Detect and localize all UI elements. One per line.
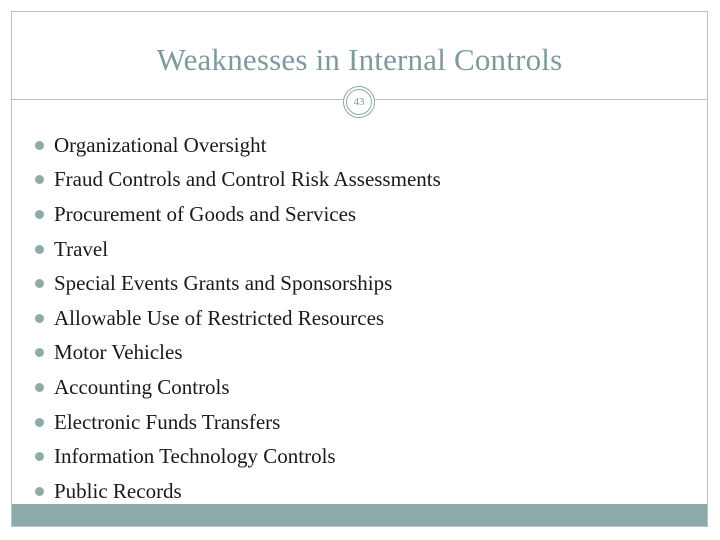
list-item	[34, 405, 441, 440]
bullet-text: Electronic Funds Transfers	[54, 409, 281, 434]
bullet-text: Accounting Controls	[54, 374, 230, 399]
bullet-list	[34, 128, 441, 509]
round-bullet-icon	[34, 417, 45, 428]
bullet-text: Allowable Use of Restricted Resources	[54, 305, 385, 330]
list-item	[34, 197, 441, 232]
round-bullet-icon	[34, 382, 45, 393]
bullet-text: Fraud Controls and Control Risk Assessments	[54, 167, 441, 192]
round-bullet-icon	[34, 486, 45, 497]
round-bullet-icon	[34, 140, 45, 151]
list-item	[34, 370, 441, 405]
bullet-text: Organizational Oversight	[54, 132, 267, 157]
round-bullet-icon	[34, 347, 45, 358]
round-bullet-icon	[34, 451, 45, 462]
round-bullet-icon	[34, 174, 45, 185]
slide-title: Weaknesses in Internal Controls	[156, 42, 563, 77]
bullet-text: Motor Vehicles	[54, 340, 183, 365]
list-item	[34, 439, 441, 474]
round-bullet-icon	[34, 209, 45, 220]
bullet-text: Public Records	[54, 478, 182, 503]
list-item	[34, 336, 441, 371]
list-item	[34, 301, 441, 336]
bullet-text: Procurement of Goods and Services	[54, 201, 357, 226]
footer-bar	[12, 504, 707, 526]
round-bullet-icon	[34, 313, 45, 324]
slide-frame	[11, 11, 708, 527]
bullet-text: Information Technology Controls	[54, 444, 336, 469]
round-bullet-icon	[34, 244, 45, 255]
round-bullet-icon	[34, 278, 45, 289]
list-item	[34, 128, 441, 163]
page-number-badge	[343, 86, 375, 118]
list-item	[34, 163, 441, 198]
page-number: 43	[346, 89, 372, 115]
list-item	[34, 232, 441, 267]
bullet-text: Travel	[54, 236, 109, 261]
list-item	[34, 266, 441, 301]
bullet-text: Special Events Grants and Sponsorships	[54, 271, 393, 296]
